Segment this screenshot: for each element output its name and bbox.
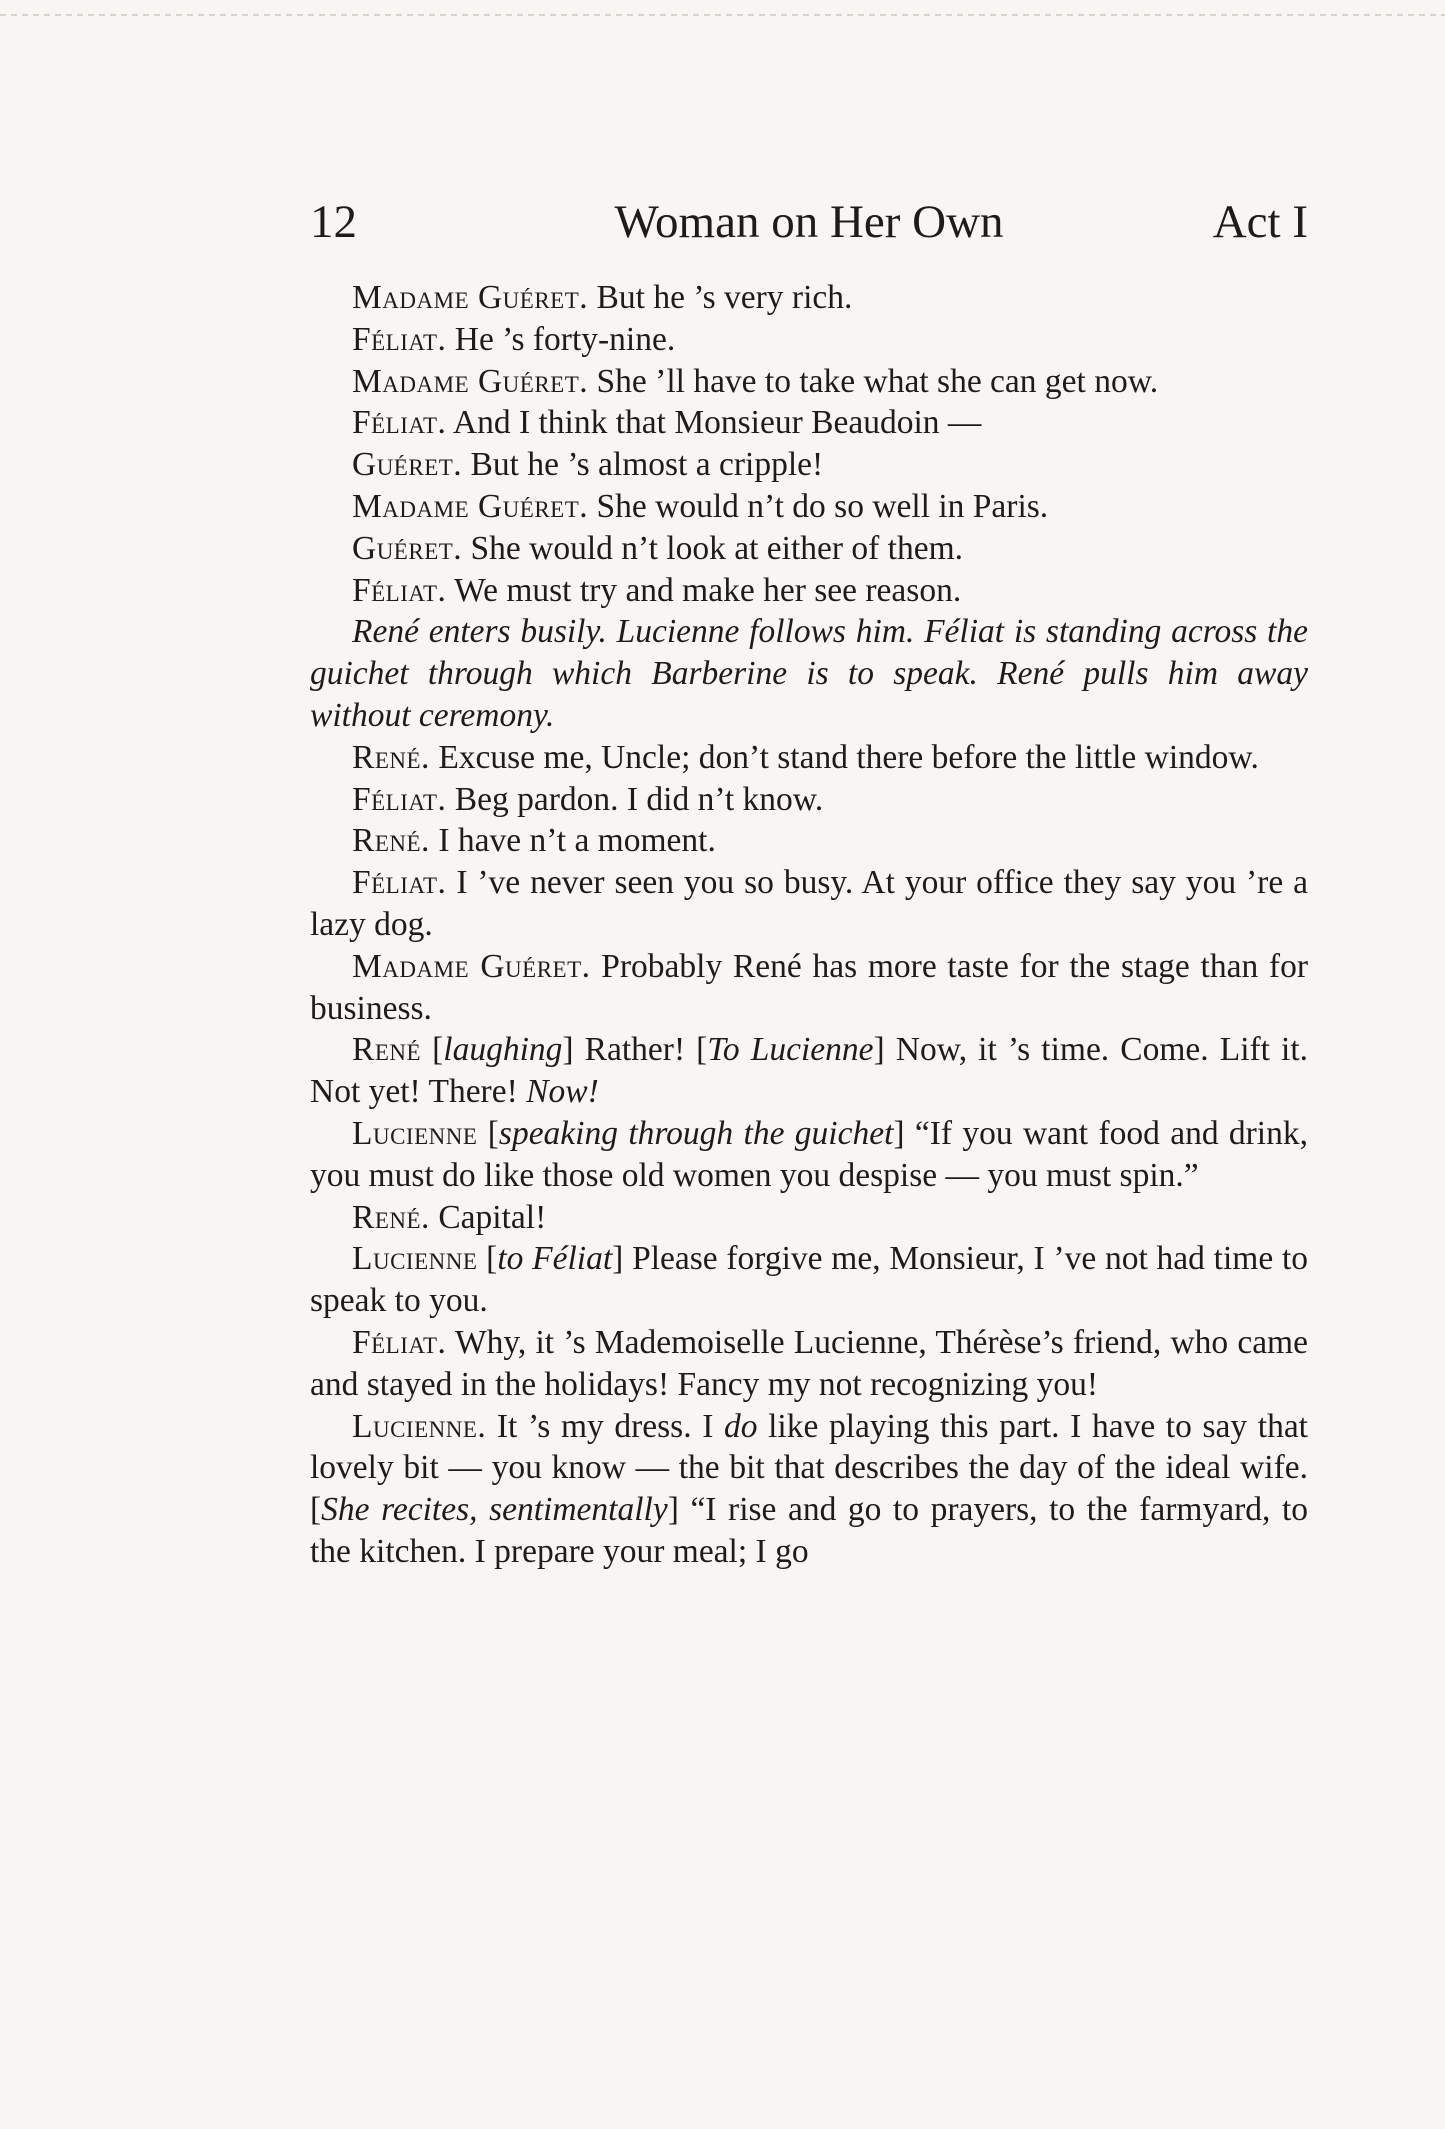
page-header (310, 190, 1308, 254)
dialogue-text: Beg pardon. I did n’t know. (446, 780, 824, 818)
speaker-name: René (352, 1031, 422, 1069)
dialogue-text: I ’ve never seen you so busy. At your office they say you ’re a lazy dog. (310, 864, 1308, 943)
dialogue-text: Probably René has more taste for the stage than for business. (310, 947, 1308, 1027)
speech-paragraph (310, 402, 1308, 444)
speech-paragraph (310, 486, 1308, 528)
dialogue-text: I have n’t a moment. (429, 822, 716, 860)
stage-direction: to Féliat (497, 1240, 613, 1278)
stage-direction: laughing (443, 1031, 563, 1069)
speaker-name: Madame Guéret. (352, 362, 589, 400)
dialogue-text: But he ’s almost a cripple! (462, 446, 824, 484)
dialogue-text: And I think that Monsieur Beaudoin — (446, 404, 982, 442)
speaker-name: Madame Guéret. (352, 487, 589, 525)
speaker-name: Féliat. (352, 320, 447, 358)
speaker-name: Madame Guéret. (352, 947, 591, 985)
running-title: Woman on Her Own (614, 196, 1004, 248)
speech-paragraph (310, 319, 1308, 361)
dialogue-text: Why, it ’s Mademoiselle Lucienne, Thérèse’s friend, who came and stayed in the holidays! Fancy my not recognizing you! (310, 1323, 1308, 1403)
act-label: Act I (1212, 196, 1308, 248)
stage-direction-paragraph (310, 611, 1308, 736)
dialogue-text: We must try and make her see reason. (446, 571, 962, 609)
speaker-name: Féliat. (352, 864, 447, 902)
speaker-name: Féliat. (352, 780, 447, 818)
speech-paragraph (310, 737, 1308, 779)
speech-paragraph (310, 570, 1308, 612)
speech-paragraph (310, 1029, 1308, 1113)
speaker-name: Guéret. (352, 446, 463, 484)
dialogue-text: ] Please forgive me, Monsieur, I ’ve not had time to speak to you. (310, 1240, 1309, 1320)
dialogue-text: But he ’s very rich. (588, 279, 853, 316)
dialogue-text: [ (477, 1114, 499, 1152)
stage-direction: speaking through the guichet (498, 1114, 894, 1152)
speaker-name: René. (352, 738, 430, 776)
dialogue-text: It ’s my dress. I (486, 1407, 724, 1445)
page-number: 12 (310, 196, 357, 248)
dialogue-text: [ (421, 1031, 444, 1069)
stage-direction: Now! (526, 1073, 599, 1111)
dialogue-text: Excuse me, Uncle; don’t stand there before the little window. (429, 738, 1259, 776)
speech-paragraph (310, 779, 1308, 821)
stage-direction: She recites, sentimentally (321, 1491, 668, 1529)
stage-direction: René enters busily. Lucienne follows him. Féliat is standing across the guichet through which Barberine is to speak. René pulls him away without ceremony. (310, 613, 1308, 734)
speaker-name: Lucienne (352, 1240, 478, 1278)
speech-paragraph (310, 1322, 1308, 1406)
dialogue-text: She would n’t do so well in Paris. (588, 487, 1049, 525)
play-text (310, 277, 1308, 1573)
speech-paragraph (310, 946, 1308, 1030)
dialogue-text: Capital! (429, 1198, 547, 1236)
dialogue-text: ] Rather! [ (562, 1031, 708, 1069)
scan-edge-line (0, 14, 1445, 16)
stage-direction: do (724, 1407, 758, 1445)
speech-paragraph (310, 1197, 1308, 1239)
dialogue-text: [ (477, 1240, 498, 1278)
stage-direction: To Lucienne (707, 1031, 874, 1069)
speaker-name: René. (352, 822, 430, 860)
speech-paragraph (310, 1113, 1308, 1197)
speaker-name: Guéret. (352, 529, 463, 567)
speech-paragraph (310, 277, 1308, 319)
speaker-name: Féliat. (352, 404, 447, 442)
speaker-name: Féliat. (352, 571, 447, 609)
speaker-name: Féliat. (352, 1323, 447, 1361)
speaker-name: Madame Guéret. (352, 279, 589, 316)
dialogue-text: ] “I rise and go to prayers, to the farmyard, to the kitchen. I prepare your meal; I go (310, 1491, 1308, 1570)
speech-paragraph (310, 444, 1308, 486)
speech-paragraph (310, 820, 1308, 862)
speaker-name: Lucienne. (352, 1407, 487, 1445)
speech-paragraph (310, 528, 1308, 570)
speech-paragraph (310, 862, 1308, 946)
dialogue-text: She ’ll have to take what she can get now. (588, 362, 1159, 400)
dialogue-text: like playing this part. I have to say that lovely bit — you know — the bit that describes the day of the ideal wife. [ (310, 1407, 1308, 1529)
speaker-name: Lucienne (352, 1114, 478, 1152)
dialogue-text: He ’s forty-nine. (446, 320, 676, 358)
speech-paragraph (310, 1238, 1308, 1322)
dialogue-text: ] “If you want food and drink, you must do like those old women you despise — you must spin.” (310, 1114, 1308, 1194)
dialogue-text: She would n’t look at either of them. (462, 529, 964, 567)
dialogue-text: ] Now, it ’s time. Come. Lift it. Not yet! There! (310, 1031, 1309, 1111)
speech-paragraph (310, 361, 1308, 403)
speech-paragraph (310, 1406, 1308, 1573)
speaker-name: René. (352, 1198, 430, 1236)
